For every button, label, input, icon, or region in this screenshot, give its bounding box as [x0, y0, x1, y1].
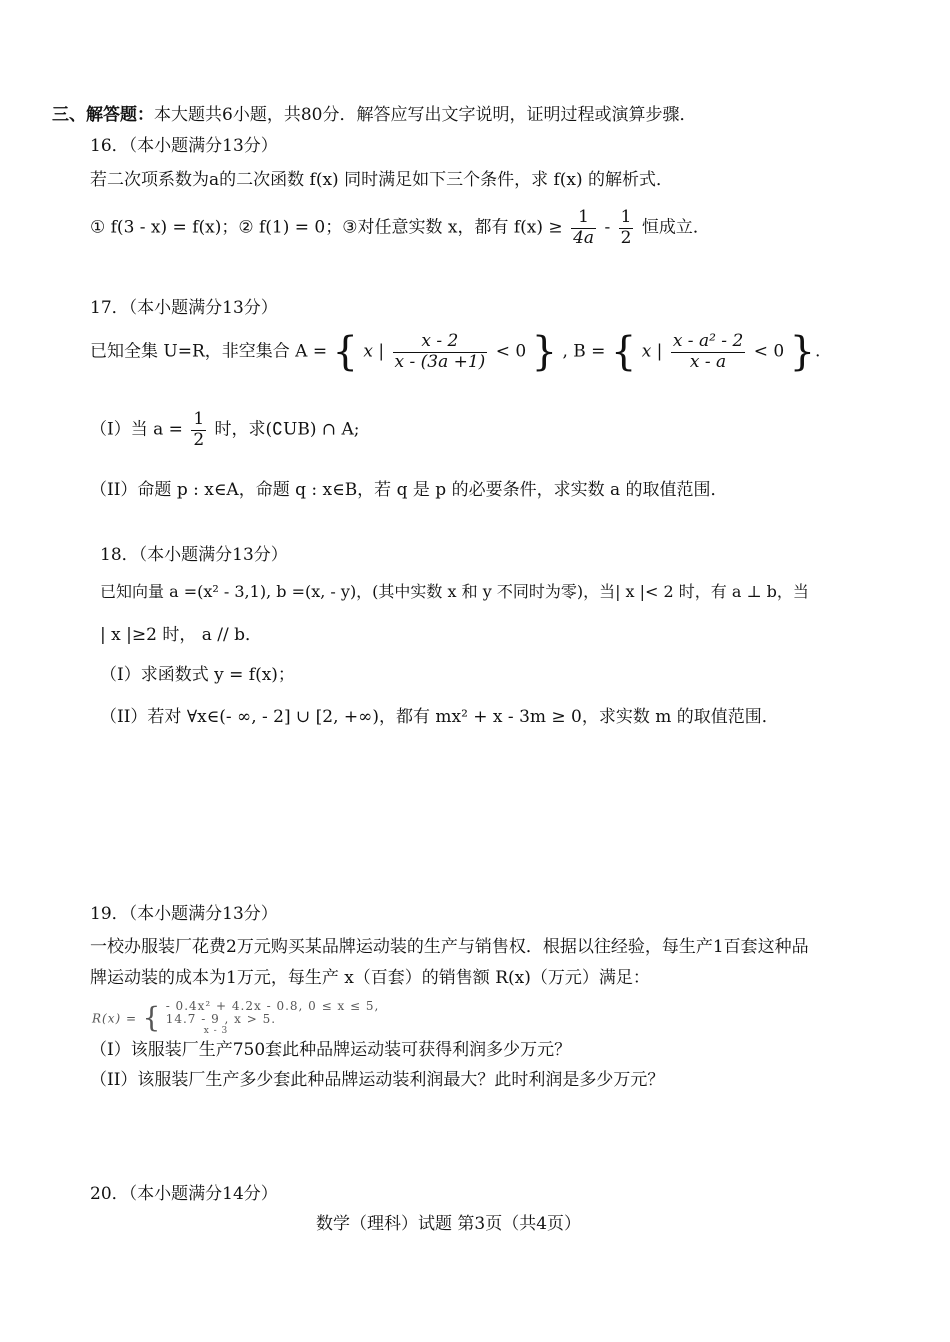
q17-part-2: （II）命题 p : x∈A，命题 q : x∈B，若 q 是 p 的必要条件，求实数 a 的取值范围． — [90, 480, 728, 500]
q18-header: 18．（本小题满分13分） — [100, 545, 288, 565]
page-footer: 数学（理科）试题 第3页（共4页） — [316, 1214, 582, 1234]
piece-case-1: - 0.4x² + 4.2x - 0.8, 0 ≤ x ≤ 5, — [165, 999, 380, 1013]
q19-statement-line-2: 牌运动装的成本为1万元，每生产 x（百套）的销售额 R(x)（万元）满足： — [90, 968, 650, 988]
minus-sign: - — [604, 217, 611, 238]
left-brace: { — [610, 329, 637, 376]
piece-case-2: 14.7 - 9 , x > 5. — [165, 1012, 277, 1026]
frac-denominator: x - a — [689, 351, 727, 372]
q16-conditions — [90, 208, 710, 248]
q17-end: . — [815, 341, 821, 362]
left-brace: { — [332, 329, 358, 376]
frac-denominator: x - (3a +1) — [394, 351, 486, 372]
section-intro: 本大题共6小题，共80分．解答应写出文字说明，证明过程或演算步骤． — [154, 105, 697, 125]
q17-p1-fraction — [191, 410, 206, 450]
frac-numerator: 1 — [620, 207, 632, 227]
q16-cond-text: ① f(3 - x) = f(x)；② f(1) = 0；③对任意实数 x，都有 f(x) ≥ — [90, 217, 563, 238]
frac-numerator: 1 — [193, 409, 205, 429]
setA-fraction — [393, 332, 488, 372]
q19-statement-line-1: 一校办服装厂花费2万元购买某品牌运动装的生产与销售权．根据以往经验，每生产1百套这种品 — [90, 937, 809, 957]
piecewise-lhs: R(x) = — [92, 1011, 138, 1026]
frac-numerator: x - a² - 2 — [672, 331, 744, 351]
q16-frac-1-over-2 — [619, 208, 634, 248]
q16-cond-tail: 恒成立． — [641, 217, 710, 238]
setA-relation: < 0 — [495, 341, 527, 362]
q18-statement-line-1: 已知向量 a =(x² - 3,1), b =(x, - y)，(其中实数 x 和 y 不同时为零)，当| x |< 2 时，有 a ⊥ b，当 — [100, 582, 809, 601]
section-heading: 三、解答题： — [52, 105, 154, 125]
right-brace: } — [531, 329, 558, 376]
q16-frac-1-over-4a — [571, 208, 596, 248]
q16-header: 16．（本小题满分13分） — [90, 136, 278, 156]
frac-denominator: 4a — [573, 227, 595, 248]
piecewise-brace: { — [142, 1001, 161, 1035]
q17-part-1 — [90, 410, 360, 450]
frac-numerator: x - 2 — [393, 332, 488, 353]
q16-statement: 若二次项系数为a的二次函数 f(x) 同时满足如下三个条件，求 f(x) 的解析式． — [90, 170, 674, 190]
q19-piecewise — [92, 1000, 379, 1036]
right-brace: } — [789, 329, 816, 376]
q17-statement — [90, 329, 821, 376]
q19-header: 19．（本小题满分13分） — [90, 904, 278, 924]
q17-p1-suffix: 时，求(∁UB) ∩ A; — [214, 419, 360, 440]
frac-denominator: 2 — [193, 429, 205, 450]
piecewise-cases — [166, 1000, 380, 1036]
frac-numerator: 1 — [571, 208, 596, 229]
q17-p1-prefix: （I）当 a = — [90, 419, 183, 440]
q17-mid: , B = — [562, 341, 606, 362]
q19-part-1: （I）该服装厂生产750套此种品牌运动装可获得利润多少万元？ — [90, 1040, 572, 1060]
q18-statement-line-2: | x |≥2 时， a // b． — [100, 625, 262, 645]
q19-part-2: （II）该服装厂生产多少套此种品牌运动装利润最大？此时利润是多少万元？ — [90, 1070, 665, 1090]
q17-header: 17．（本小题满分13分） — [90, 298, 278, 318]
setB-variable: x | — [641, 341, 663, 362]
q18-part-1: （I）求函数式 y = f(x)； — [100, 665, 295, 685]
setB-fraction — [671, 332, 745, 372]
section-header — [52, 105, 696, 125]
piece-case-2-denominator: x - 3 — [203, 1026, 229, 1036]
frac-denominator: 2 — [620, 227, 632, 248]
q18-part-2: （II）若对 ∀x∈(- ∞, - 2] ∪ [2, +∞)，都有 mx² + x - 3m ≥ 0，求实数 m 的取值范围． — [100, 707, 779, 727]
q20-header: 20．（本小题满分14分） — [90, 1184, 278, 1204]
setB-relation: < 0 — [753, 341, 785, 362]
q17-prefix: 已知全集 U=R，非空集合 A = — [90, 341, 328, 362]
setA-variable: x | — [363, 341, 385, 362]
